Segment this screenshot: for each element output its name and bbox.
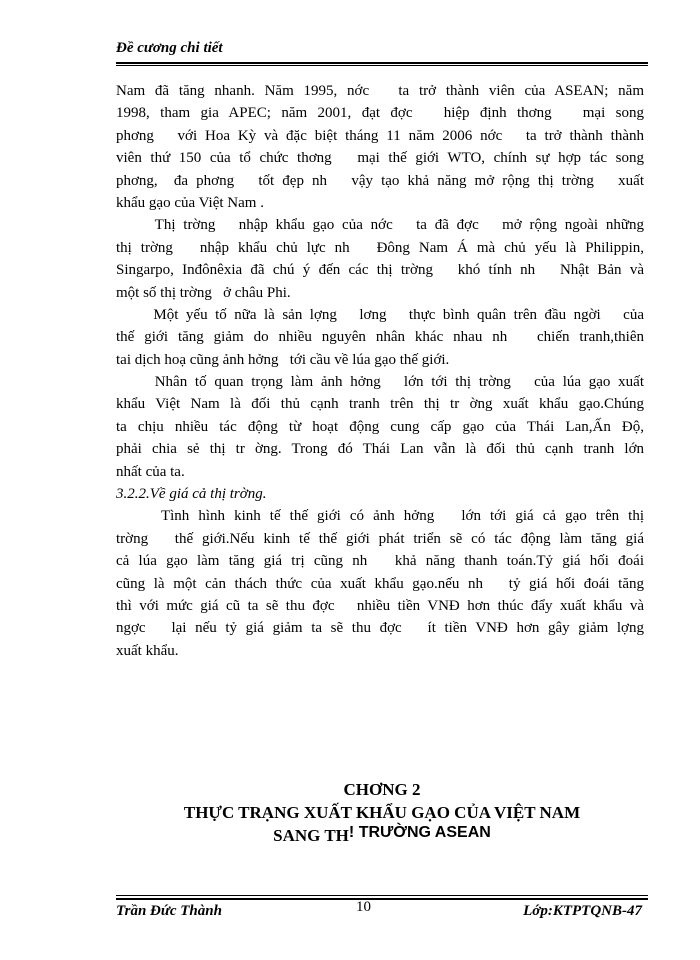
body-line: nhất của ta. xyxy=(116,463,185,480)
chapter-number: CHƠNG 2 xyxy=(343,780,421,799)
page-header-title: Đề cương chi tiết xyxy=(116,40,223,56)
body-line: viên thứ 150 của tổ chức thơng mại thế giới WTO, chính sự hợp tác song xyxy=(116,150,644,167)
header-rule-thin xyxy=(116,65,648,66)
footer-rule-thin xyxy=(116,895,648,896)
chapter-title-line2 xyxy=(116,826,648,846)
body-line: phơng, đa phơng tốt đẹp nh vậy tạo khả năng mở rộng thị trờng xuất xyxy=(116,172,644,189)
body-line: Thị trờng nhập khẩu gạo của nớc ta đã đợc mở rộng ngoài những xyxy=(116,217,644,234)
body-line: phải chia sẻ thị tr ờng. Trong đó Thái Lan vẫn là đối thủ cạnh tranh lớn xyxy=(116,441,644,458)
body-line: Tình hình kinh tế thế giới có ảnh hởng lớn tới giá cả gạo trên thị xyxy=(116,508,644,525)
body-line: thì với mức giá cũ ta sẽ thu đợc nhiều tiền VNĐ hơn thúc đẩy xuất khẩu và xyxy=(116,597,644,614)
body-line: tai dịch hoạ cũng ảnh hởng tới cầu về lúa gạo thế giới. xyxy=(116,351,450,368)
body-line: thị trờng nhập khẩu chủ lực nh Đông Nam Á mà chủ yếu là Philippin, xyxy=(116,239,644,256)
body-line: cả lúa gạo làm tăng giá trị cũng nh khả năng thanh toán.Tỷ giá hối đoái xyxy=(116,553,644,570)
body-line: một số thị trờng ở châu Phi. xyxy=(116,284,291,301)
body-line: Nhân tố quan trọng làm ảnh hởng lớn tới thị trờng của lúa gạo xuất xyxy=(116,374,644,391)
body-line: xuất khẩu. xyxy=(116,642,179,659)
body-line: cũng là một cản thách thức của xuất khẩu gạo.nếu nh tỷ giá hối đoái tăng xyxy=(116,575,644,592)
page-number: 10 xyxy=(356,899,371,915)
body-text xyxy=(116,80,644,662)
footer-rule xyxy=(116,898,648,900)
footer-class-label: Lớp:KTPTQNB-47 xyxy=(523,903,642,919)
chapter-title-line2-serif: SANG TH xyxy=(273,826,349,845)
body-line: trờng thế giới.Nếu kinh tế thế giới phát triển sẽ có tác động làm tăng giá xyxy=(116,530,644,547)
body-line: khẩu Việt Nam là đối thủ cạnh tranh trên thị tr ờng xuất khẩu gạo.Chúng xyxy=(116,396,644,413)
body-line: Singarpo, Inđônêxia đã chú ý đến các thị trờng khó tính nh Nhật Bản và xyxy=(116,262,644,279)
body-line: phơng với Hoa Kỳ và đặc biệt tháng 11 năm 2006 nớc ta trở thành thành xyxy=(116,127,644,144)
body-line: 1998, tham gia APEC; năm 2001, đạt đợc hiệp định thơng mại song xyxy=(116,105,644,122)
chapter-title-line2-sans: ! TRƯỜNG ASEAN xyxy=(348,824,491,841)
body-line: ngợc lại nếu tỷ giá giảm ta sẽ thu đợc ít tiền VNĐ hơn gây giảm lợng xyxy=(116,620,644,637)
body-line: thế giới tăng giảm do nhiều nguyên nhân khác nhau nh chiến tranh,thiên xyxy=(116,329,644,346)
footer-author: Trần Đức Thành xyxy=(116,903,222,919)
header-rule xyxy=(116,62,648,64)
body-line: khẩu gạo của Việt Nam . xyxy=(116,194,264,211)
body-line: Nam đã tăng nhanh. Năm 1995, nớc ta trở thành viên của ASEAN; năm xyxy=(116,83,644,99)
chapter-title-line1: THỰC TRẠNG XUẤT KHẨU GẠO CỦA VIỆT NAM xyxy=(183,803,581,822)
section-heading: 3.2.2.Về giá cả thị trờng. xyxy=(116,486,267,503)
body-line: ta chịu nhiều tác động từ hoạt động cung cấp gạo của Thái Lan,Ấn Độ, xyxy=(116,418,644,435)
body-line: Một yếu tố nữa là sản lợng lơng thực bình quân trên đầu ngời của xyxy=(116,306,644,323)
